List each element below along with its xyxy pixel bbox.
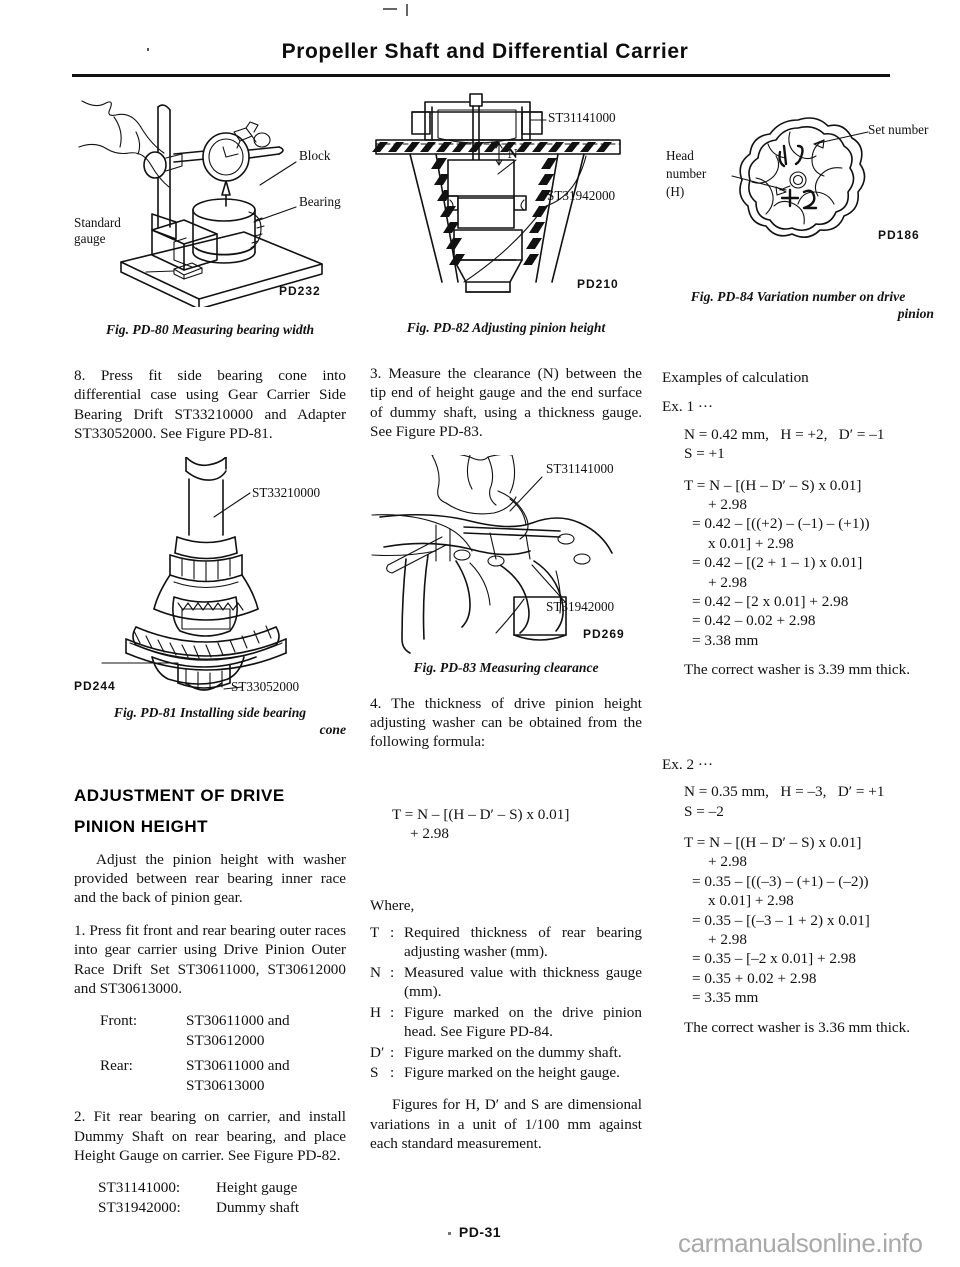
figure-pd-80-label-block: Block [299, 148, 331, 163]
left-column [74, 92, 346, 1217]
race-row-rear [74, 1056, 346, 1075]
figure-pd-80-label-standard-gauge-line1: Standard [74, 215, 121, 230]
figure-pd-84-caption-line2: pinion [897, 306, 934, 321]
definition-symbol-d: D′ [370, 1043, 385, 1061]
definition-symbol-t: T [370, 924, 380, 942]
left-step-1: 1. Press fit front and rear bearing outer races into gear carrier using Drive Pinion Outer Race Drift Set ST30611000, ST30612000 and ST30613000. [74, 921, 346, 998]
section-heading-line2: PINION HEIGHT [74, 816, 209, 836]
symbol-definition-list [370, 923, 642, 1082]
figure-pd-82-label-clearance: N [508, 146, 518, 161]
example-1-line-1: + 2.98 [708, 496, 747, 514]
figure-pd-83-label-height-gauge: ST31141000 [546, 460, 614, 476]
figure-pd-81-caption-line1: Fig. PD-81 Installing side bearing [113, 704, 307, 720]
race-row-front-value-line1: ST30611000 and [186, 1012, 290, 1030]
left-intro-paragraph: Adjust the pinion height with washer provided between rear bearing inner race and the back of pinion gear. [74, 850, 346, 907]
figure-pd-83-label-dummy-shaft: ST31942000 [546, 598, 615, 614]
figure-pd-84 [662, 110, 934, 322]
figure-pd-84-label-set-number: Set number [868, 122, 929, 137]
figure-pd-81-label-adapter: ST33052000 [231, 678, 300, 694]
example-2-line-7: = 0.35 + 0.02 + 2.98 [692, 969, 817, 987]
race-row-rear-value-line1: ST30611000 and [186, 1057, 290, 1075]
mid-where-label: Where, [370, 896, 415, 914]
definition-symbol-s: S [370, 1063, 379, 1081]
crop-mark-vertical [406, 4, 408, 16]
example-1-line-5: + 2.98 [708, 573, 747, 591]
figure-pd-82-label-dummy-shaft: ST31942000 [547, 188, 616, 203]
example-2-label: Ex. 2 ··· [662, 755, 714, 773]
example-2-line-3: x 0.01] + 2.98 [708, 892, 794, 910]
definition-text-t: Required thickness of rear bearing adjusting washer (mm). [404, 924, 642, 961]
tool-row-dummy-shaft [74, 1198, 346, 1217]
section-heading-line1: ADJUSTMENT OF DRIVE [74, 785, 285, 805]
tool-row-height-gauge [74, 1178, 346, 1197]
definition-row-t [370, 923, 642, 962]
race-row-front-cont [74, 1031, 346, 1050]
race-row-front [74, 1011, 346, 1030]
figure-pd-83-caption: Fig. PD-83 Measuring clearance [413, 659, 599, 675]
example-2-line-0: T = N – [(H – D′ – S) x 0.01] [684, 833, 862, 851]
definition-row-n [370, 963, 642, 1002]
tool-code-height-gauge: ST31141000: [98, 1179, 181, 1197]
figure-pd-81-code: PD244 [74, 678, 116, 693]
figure-pd-84-caption-line1: Fig. PD-84 Variation number on drive [690, 289, 906, 304]
definition-row-s [370, 1063, 642, 1082]
figure-pd-80 [74, 92, 346, 338]
figure-pd-84-label-head-number-line3: (H) [666, 184, 685, 199]
example-1-block [662, 397, 934, 679]
tool-code-dummy-shaft: ST31942000: [98, 1198, 181, 1216]
figure-pd-83-code: PD269 [583, 626, 625, 641]
figure-pd-82-code: PD210 [577, 277, 619, 291]
example-1-line-8: = 3.38 mm [692, 631, 759, 649]
figure-pd-81-label-drift: ST33210000 [252, 484, 321, 500]
header-rule [72, 74, 890, 77]
figure-pd-80-label-bearing: Bearing [299, 194, 341, 209]
race-row-front-key: Front: [100, 1012, 138, 1030]
mid-closing-paragraph: Figures for H, D′ and S are dimensional variations in a unit of 1/100 mm against each standard measurement. [370, 1096, 642, 1153]
mid-step-4: 4. The thickness of drive pinion height adjusting washer can be obtained from the following formula: [370, 694, 642, 751]
tool-name-height-gauge: Height gauge [216, 1179, 298, 1197]
figure-pd-82 [370, 92, 642, 336]
example-1-given-line2: S = +1 [684, 445, 725, 463]
example-1-line-7: = 0.42 – 0.02 + 2.98 [692, 612, 816, 630]
left-step-2: 2. Fit rear bearing on carrier, and install Dummy Shaft on rear bearing, and place Height Gauge on carrier. See Figure PD-82. [74, 1108, 346, 1164]
definition-row-d [370, 1043, 642, 1062]
definition-text-s: Figure marked on the height gauge. [404, 1063, 620, 1081]
example-1-label: Ex. 1 ··· [662, 398, 714, 416]
race-row-rear-value-line2: ST30613000 [186, 1076, 265, 1094]
definition-colon-t: : [390, 924, 395, 942]
example-1-line-0: T = N – [(H – D′ – S) x 0.01] [684, 476, 862, 494]
figure-pd-82-caption: Fig. PD-82 Adjusting pinion height [406, 320, 606, 335]
example-2-block [662, 755, 934, 1037]
definition-text-n: Measured value with thickness gauge (mm). [404, 963, 642, 1001]
mid-step-3: 3. Measure the clearance (N) between the tip end of height gauge and the end surface of dummy shaft, using a thickness gauge. See Figure PD-83. [370, 365, 642, 441]
mid-formula-line1: T = N – [(H – D′ – S) x 0.01] [392, 805, 570, 823]
example-1-line-3: x 0.01] + 2.98 [708, 534, 794, 552]
left-step-8: 8. Press fit side bearing cone into differential case using Gear Carrier Side Bearing Drift ST33210000 and Adapter ST33052000. See Figure PD-81. [74, 367, 346, 443]
definition-text-h: Figure marked on the drive pinion head. See Figure PD-84. [404, 1003, 642, 1041]
example-1-line-6: = 0.42 – [2 x 0.01] + 2.98 [692, 593, 849, 611]
figure-pd-80-code: PD232 [279, 284, 321, 298]
figure-pd-84-label-head-number-line2: number [666, 166, 707, 181]
figure-pd-81-caption-line2: cone [319, 721, 346, 737]
race-row-front-value-line2: ST30612000 [186, 1031, 265, 1049]
example-2-given-line1: N = 0.35 mm, H = –3, D′ = +1 [684, 783, 885, 801]
tool-name-dummy-shaft: Dummy shaft [216, 1198, 300, 1216]
figure-pd-80-label-standard-gauge-line2: gauge [74, 231, 106, 246]
race-row-front-spacer [74, 1031, 186, 1050]
crop-mark-horizontal [383, 8, 397, 10]
page-header [70, 40, 900, 64]
race-row-rear-spacer [74, 1076, 186, 1095]
examples-heading: Examples of calculation [662, 369, 809, 386]
example-1-given-line1: N = 0.42 mm, H = +2, D′ = –1 [684, 425, 885, 443]
definition-text-d: Figure marked on the dummy shaft. [404, 1043, 622, 1061]
race-row-rear-cont [74, 1076, 346, 1095]
example-2-line-6: = 0.35 – [–2 x 0.01] + 2.98 [692, 950, 856, 968]
site-watermark: carmanualsonline.info [678, 1228, 923, 1258]
race-row-rear-key: Rear: [100, 1057, 133, 1075]
example-2-given-line2: S = –2 [684, 802, 724, 820]
tool-list [74, 1178, 346, 1217]
example-1-conclusion: The correct washer is 3.39 mm thick. [684, 661, 911, 679]
example-2-line-1: + 2.98 [708, 853, 747, 871]
middle-column [370, 92, 642, 1167]
figure-pd-83-illustration [370, 455, 642, 655]
definition-colon-d: : [390, 1043, 395, 1061]
figure-pd-84-code: PD186 [878, 228, 920, 242]
example-2-line-4: = 0.35 – [(–3 – 1 + 2) x 0.01] [692, 911, 870, 929]
definition-colon-h: : [390, 1003, 395, 1021]
definition-colon-s: : [390, 1063, 395, 1081]
definition-symbol-n: N [370, 963, 381, 981]
example-2-conclusion: The correct washer is 3.36 mm thick. [684, 1018, 911, 1036]
example-1-line-4: = 0.42 – [(2 + 1 – 1) x 0.01] [692, 554, 863, 572]
figure-pd-84-label-head-number-line1: Head [666, 148, 694, 163]
example-2-line-8: = 3.35 mm [692, 989, 759, 1007]
mid-formula-line2: + 2.98 [410, 825, 449, 843]
figure-pd-80-caption: Fig. PD-80 Measuring bearing width [105, 322, 315, 337]
page-number: PD-31 [458, 1224, 502, 1240]
example-2-line-2: = 0.35 – [((–3) – (+1) – (–2)) [692, 872, 869, 890]
right-column [662, 92, 934, 1050]
race-drift-list [74, 1011, 346, 1095]
figure-pd-82-label-height-gauge: ST31141000 [548, 110, 616, 125]
definition-row-h [370, 1003, 642, 1042]
page-title: Propeller Shaft and Differential Carrier [281, 40, 689, 63]
figure-pd-81 [74, 457, 346, 738]
definition-symbol-h: H [370, 1003, 381, 1021]
example-2-line-5: + 2.98 [708, 930, 747, 948]
example-1-line-2: = 0.42 – [((+2) – (–1) – (+1)) [692, 515, 870, 533]
figure-pd-83 [370, 455, 642, 676]
definition-colon-n: : [390, 963, 395, 981]
